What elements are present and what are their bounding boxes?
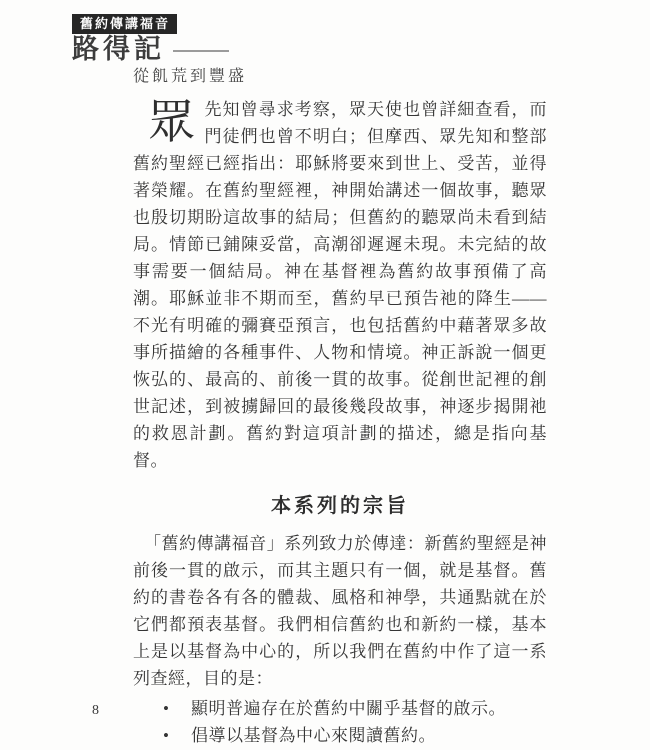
purpose-bullet-list — [133, 695, 547, 749]
page-content — [133, 96, 547, 749]
section-heading: 本系列的宗旨 — [271, 495, 409, 517]
series-purpose-paragraph: 「舊約傳講福音」系列致力於傳達：新舊約聖經是神前後一貫的啟示，而其主題只有一個，就是基督。舊約的書卷各有各的體裁、風格和神學，共通點就在於它們都預表基督。我們相信舊約也和新約一樣，基本上是以基督為中心的，所以我們在舊約中作了這一系列查經，目的是： — [133, 534, 547, 688]
dropcap-character: 眾 — [148, 97, 196, 149]
bullet-marker: • — [163, 699, 170, 718]
series-badge: 舊約傳講福音 — [72, 14, 177, 34]
book-subtitle: 從飢荒到豐盛 — [133, 68, 248, 85]
bullet-marker: • — [163, 726, 170, 745]
page-number: 8 — [92, 703, 99, 718]
title-dash-rule — [173, 50, 229, 52]
intro-paragraph — [133, 96, 547, 474]
book-title-row — [72, 33, 229, 65]
bullet-text: 顯明普遍存在於舊約中關乎基督的啟示。 — [191, 699, 506, 718]
intro-paragraph-text: 先知曾尋求考察，眾天使也曾詳細查看，而門徒們也曾不明白；但摩西、眾先知和整部舊約聖經已經指出：耶穌將要來到世上、受苦，並得著榮耀。在舊約聖經裡，神開始講述一個故事，聽眾也殷切期盼這故事的結局；但舊約的聽眾尚未看到結局。情節已鋪陳妥當，高潮卻遲遲未現。未完結的故事需要一個結局。神在基督裡為舊約故事預備了高潮。耶穌並非不期而至，舊約早已預告祂的降生——不光有明確的彌賽亞預言，也包括舊約中藉著眾多故事所描繪的各種事件、人物和情境。神正訴說一個更恢弘的、最高的、前後一貫的故事。從創世記裡的創世記述，到被擄歸回的最後幾段故事，神逐步揭開祂的救恩計劃。舊約對這項計劃的描述，總是指向基督。 — [133, 100, 547, 470]
book-title: 路得記 — [72, 34, 165, 64]
bullet-item — [163, 695, 547, 722]
bullet-text: 倡導以基督為中心來閱讀舊約。 — [191, 726, 436, 745]
bullet-item — [163, 722, 547, 749]
